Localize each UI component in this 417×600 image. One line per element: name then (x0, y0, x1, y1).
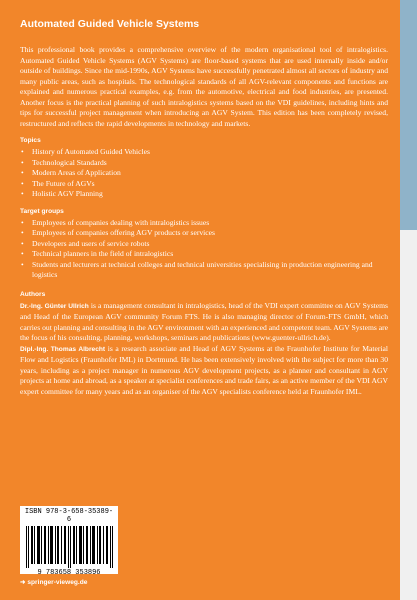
bullet-icon: • (21, 259, 24, 269)
list-item (20, 228, 388, 239)
website-text: springer-vieweg.de (27, 579, 88, 586)
author-name: Dipl.-Ing. Thomas Albrecht (20, 345, 106, 353)
topic-text: The Future of AGVs (32, 178, 95, 188)
bullet-icon: • (21, 189, 24, 198)
list-item (20, 158, 388, 169)
bullet-icon: • (21, 157, 24, 167)
isbn-barcode (20, 506, 118, 577)
target-group-text: Employees of companies dealing with intralogistics issues (32, 217, 210, 227)
target-groups-heading: Target groups (20, 207, 64, 215)
author-bio-text: is a research associate and Head of AGV Systems at the Fraunhofer Institute for Material Flow and Logistics (Fraunhofer IML) in Dortmund. He has been extensively involved with the subject for more than 30 years, including as a project manager in numerous AGV development projects, as a planner and consultant in AGV projects at home and abroad, as a speaker at specialist conferences and trade fairs, as an active member of the VDI AGV expert committee for many years and as an organiser of the AGV specialists conference held at Fraunhofer IML. (20, 343, 388, 396)
author-bio-1 (20, 301, 388, 344)
author-name: Dr.-Ing. Günter Ullrich (20, 302, 89, 310)
topics-heading: Topics (20, 137, 41, 144)
list-item (20, 239, 388, 250)
author-bio-2 (20, 344, 388, 398)
target-group-text: Students and lecturers at technical colleges and technical universities specialising in production engineering and logistics (32, 259, 373, 279)
list-item (20, 249, 388, 260)
bullet-icon: • (21, 217, 24, 227)
bullet-icon: • (21, 249, 24, 258)
blue-stripe-accent (400, 0, 417, 230)
bullet-icon: • (21, 178, 24, 188)
target-group-text: Developers and users of service robots (32, 238, 150, 248)
book-title: Automated Guided Vehicle Systems (20, 18, 200, 30)
bullet-icon: • (21, 147, 24, 156)
back-cover-content (20, 18, 388, 397)
list-item (20, 218, 388, 229)
bullet-icon: • (21, 228, 24, 237)
topic-text: Holistic AGV Planning (32, 189, 103, 198)
right-edge-stripe (400, 0, 417, 600)
topic-text: History of Automated Guided Vehicles (32, 147, 150, 156)
author-bio-text: is a management consultant in intralogistics, head of the VDI expert committee on AGV Systems and Head of the European AGV community Forum FTS. He is also managing director of Forum-FTS GmbH, which carries out planning and consulting in the AGV environment with an experienced and competent team. AGV Systems are the focus of his consulting, planning, workshops, seminars and publications (www.guenter-ullrich.de). (20, 300, 388, 342)
authors-heading: Authors (20, 290, 46, 298)
barcode-number: 9 783658 353896 (37, 569, 101, 577)
target-group-text: Employees of companies offering AGV products or services (32, 228, 215, 237)
isbn-text: ISBN 978-3-658-35389-6 (24, 508, 114, 524)
bullet-icon: • (21, 168, 24, 177)
target-groups-list (20, 218, 388, 281)
publisher-website[interactable] (20, 578, 87, 586)
barcode-icon (24, 526, 114, 568)
topics-list (20, 147, 388, 200)
bullet-icon: • (21, 238, 24, 248)
arrow-icon: ➜ (20, 579, 28, 586)
target-group-text: Technical planners in the field of intralogistics (32, 249, 174, 258)
list-item (20, 179, 388, 190)
book-description: This professional book provides a comprehensive overview of the modern organisational tool of intralogistics. Automated Guided Vehicle Systems (AGV Systems) are floor-based systems that are used internally inside and/or outside of buildings. Since the mid-1990s, AGV Systems have successfully penetrated almost all sectors of industry and many public areas, such as hospitals. The technological standards of all AGV-relevant components and functions are explained and numerous practical examples, e.g. from the automotive, electrical and food industries, are presented. Another focus is the practical planning of such intralogistics systems based on the VDI guidelines, including hints and tips for successful project management when introducing an AGV System. This edition has been completely revised, restructured and reflects the rapid developments in technology and markets. (20, 45, 388, 128)
topic-text: Technological Standards (32, 157, 107, 167)
topic-text: Modern Areas of Application (32, 168, 121, 177)
list-item (20, 168, 388, 179)
list-item (20, 147, 388, 158)
list-item (20, 189, 388, 200)
list-item (20, 260, 388, 281)
